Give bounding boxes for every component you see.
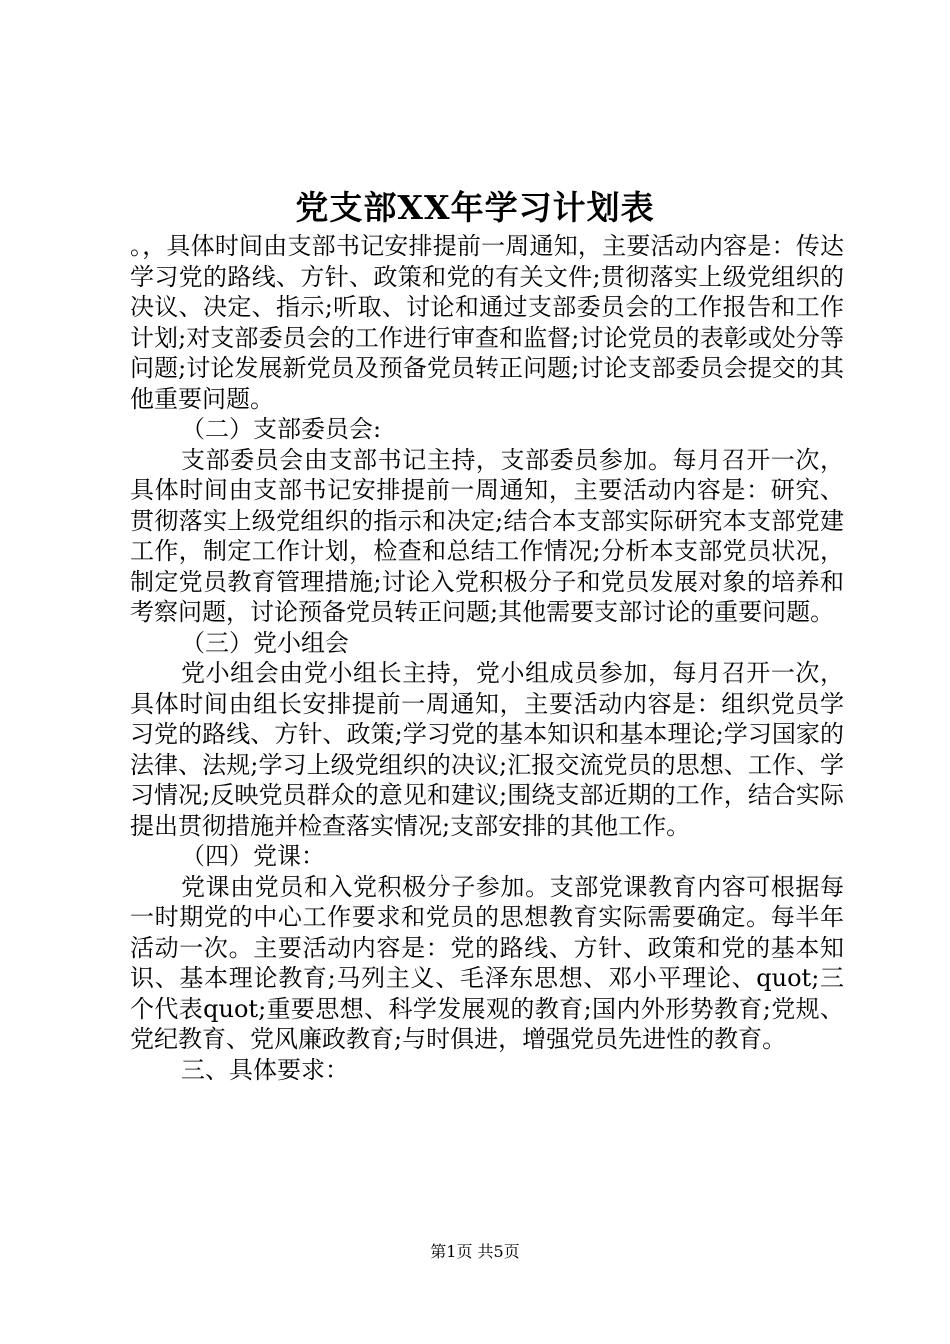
section-heading-party-class: （四）党课： — [181, 842, 325, 870]
section-heading-requirements: 三、具体要求： — [181, 1055, 349, 1084]
paragraph-group-meeting: 党小组会由党小组长主持，党小组成员参加，每月召开一次，具体时间由组长安排提前一周通知，主要活动内容是：组织党员学习党的路线、方针、政策;学习党的基本知识和基本理论;学习国家的法律、法规;学习上级党组织的决议;汇报交流党员的思想、工作、学习情况;反映党员群众的意见和建议;围绕支部近期的工作，结合实际提出贯彻措施并检查落实情况;支部安排的其他工作。 — [130, 659, 844, 840]
paragraph-member-meeting: 。，具体时间由支部书记安排提前一周通知，主要活动内容是：传达学习党的路线、方针、政策和党的有关文件;贯彻落实上级党组织的决议、决定、指示;听取、讨论和通过支部委员会的工作报告和工作计划;对支部委员会的工作进行审查和监督;讨论党员的表彰或处分等问题;讨论发展新党员及预备党员转正问题;讨论支部委员会提交的其他重要问题。 — [130, 232, 844, 413]
paragraph-party-class: 党课由党员和入党积极分子参加。支部党课教育内容可根据每一时期党的中心工作要求和党员的思想教育实际需要确定。每半年活动一次。主要活动内容是：党的路线、方针、政策和党的基本知识、基本理论教育;马列主义、毛泽东思想、邓小平理论、quot;三个代表quot;重要思想、科学发展观的教育;国内外形势教育;党规、党纪教育、党风廉政教育;与时俱进，增强党员先进性的教育。 — [130, 872, 844, 1053]
document-body — [130, 231, 844, 1085]
page-footer: 第1页 共5页 — [430, 1242, 520, 1261]
section-heading-committee: （二）支部委员会: — [181, 415, 382, 443]
page-title: 党支部XX年学习计划表 — [295, 188, 655, 227]
section-heading-group-meeting: （三）党小组会 — [181, 628, 349, 657]
paragraph-committee: 支部委员会由支部书记主持，支部委员参加。每月召开一次，具体时间由支部书记安排提前一周通知，主要活动内容是：研究、贯彻落实上级党组织的指示和决定;结合本支部实际研究本支部党建工作，制定工作计划，检查和总结工作情况;分析本支部党员状况，制定党员教育管理措施;讨论入党积极分子和党员发展对象的培养和考察问题，讨论预备党员转正问题;其他需要支部讨论的重要问题。 — [130, 445, 844, 626]
